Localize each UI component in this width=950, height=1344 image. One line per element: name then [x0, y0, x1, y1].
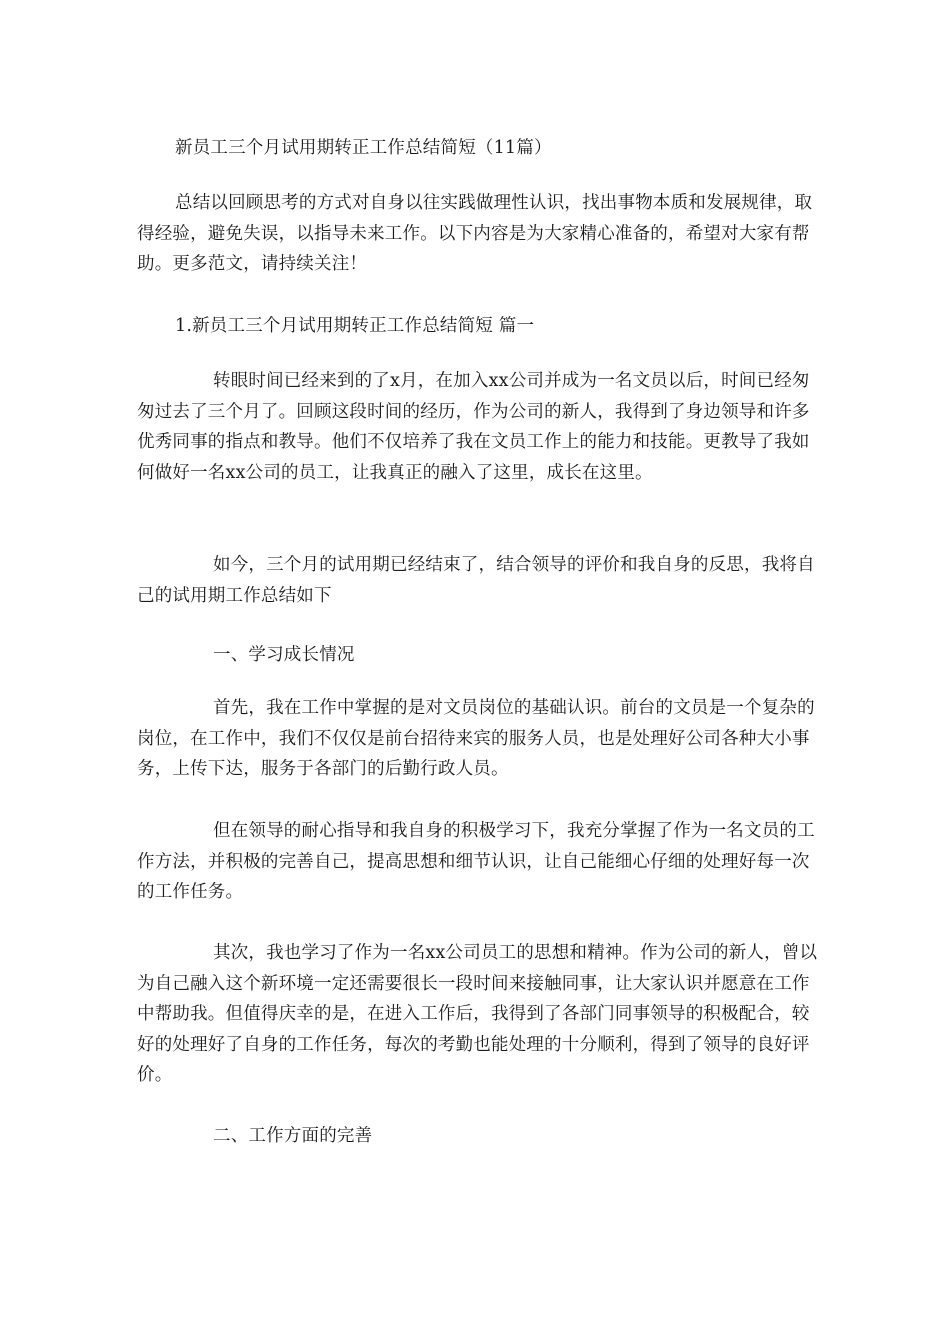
- section-heading: 1.新员工三个月试用期转正工作总结简短 篇一: [175, 316, 535, 336]
- body-paragraph-4: 但在领导的耐心指导和我自身的积极学习下，我充分掌握了作为一名文员的工作方法，并积极的完善自己，提高思想和细节认识，让自己能细心仔细的处理好每一次的工作任务。: [137, 821, 815, 902]
- intro-paragraph: 总结以回顾思考的方式对自身以往实践做理性认识，找出事物本质和发展规律，取得经验，避免失误，以指导未来工作。以下内容是为大家精心准备的，希望对大家有帮助。更多范文，请持续关注！: [137, 193, 813, 274]
- body-paragraph-1: 转眼时间已经来到的了x月，在加入xx公司并成为一名文员以后，时间已经匆匆过去了三个月了。回顾这段时间的经历，作为公司的新人，我得到了身边领导和许多优秀同事的指点和教导。他们不仅培养了我在文员工作上的能力和技能。更教导了我如何做好一名xx公司的员工，让我真正的融入了这里，成长在这里。: [137, 371, 810, 483]
- body-paragraph-2: 如今，三个月的试用期已经结束了，结合领导的评价和我自身的反思，我将自己的试用期工作总结如下: [137, 555, 815, 606]
- body-paragraph-3: 首先，我在工作中掌握的是对文员岗位的基础认识。前台的文员是一个复杂的岗位，在工作中，我们不仅仅是前台招待来宾的服务人员，也是处理好公司各种大小事务，上传下达，服务于各部门的后勤行政人员。: [137, 698, 815, 779]
- subheading-1: 一、学习成长情况: [213, 645, 355, 665]
- subheading-2: 二、工作方面的完善: [213, 1126, 373, 1146]
- document-title: 新员工三个月试用期转正工作总结简短（11篇）: [175, 138, 552, 158]
- body-paragraph-5: 其次，我也学习了作为一名xx公司员工的思想和精神。作为公司的新人，曾以为自己融入这个新环境一定还需要很长一段时间来接触同事，让大家认识并愿意在工作中帮助我。但值得庆幸的是，在进入工作后，我得到了各部门同事领导的积极配合，较好的处理好了自身的工作任务，每次的考勤也能处理的十分顺利，得到了领导的良好评价。: [137, 943, 818, 1085]
